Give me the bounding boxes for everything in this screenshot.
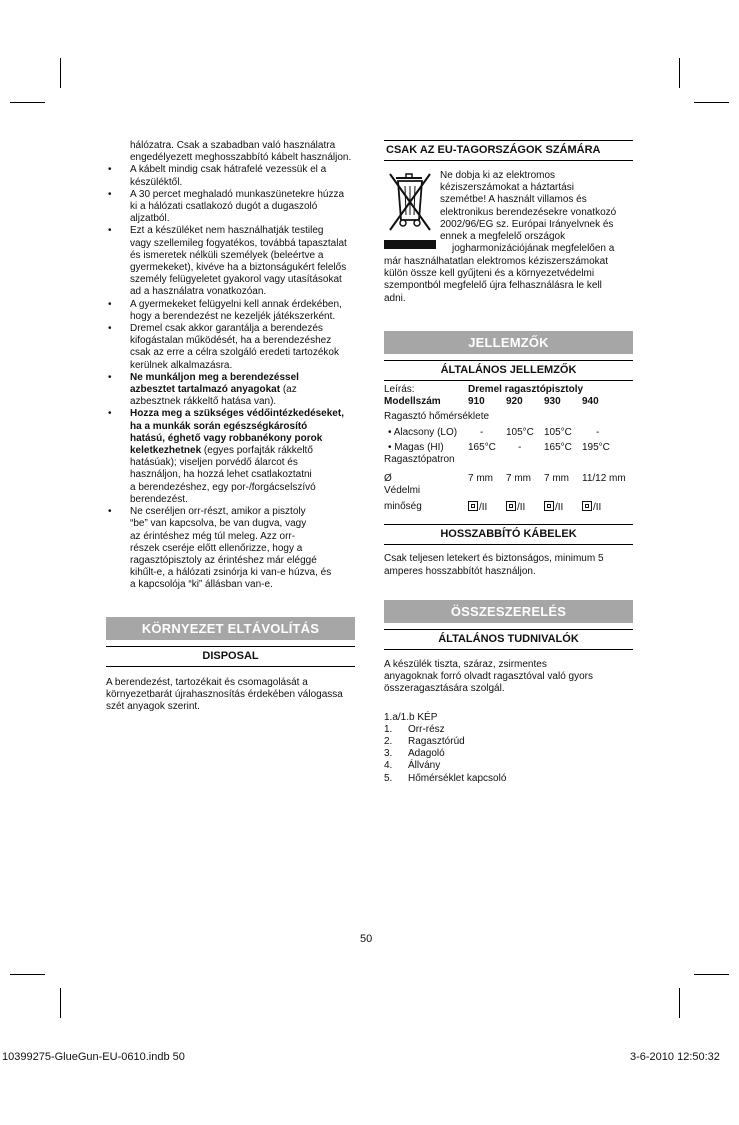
general-info-heading: ÁLTALÁNOS TUDNIVALÓK — [384, 629, 633, 650]
crop-mark — [10, 974, 45, 975]
crop-mark — [694, 974, 729, 975]
general-info-text: A készülék tiszta, száraz, zsirmentes anyagoknak forró olvadt ragasztóval való gyors összeragasztására szolgál. — [384, 658, 594, 695]
intro-text: hálózatra. Csak a szabadban való használatra engedélyezett meghosszabbító kábelt használjon. — [130, 140, 352, 164]
footer-date-slug: 3-6-2010 12:50:32 — [630, 1051, 720, 1063]
spec-row-cartridge: Ragasztópatron — [384, 454, 455, 466]
eu-heading: CSAK AZ EU-TAGORSZÁGOK SZÁMÁRA — [384, 140, 633, 161]
double-insulation-icon — [506, 501, 516, 511]
disposal-heading: DISPOSAL — [106, 646, 355, 667]
crop-mark — [60, 988, 61, 1018]
footer-file-slug: 10399275-GlueGun-EU-0610.indb 50 — [2, 1051, 185, 1063]
double-insulation-icon — [582, 501, 592, 511]
spec-row-low: • Alacsony (LO) - 105°C 105°C - — [388, 426, 600, 438]
extension-cables-text: Csak teljesen letekert és biztonságos, minimum 5 amperes hosszabbítót használjon. — [384, 553, 604, 577]
weee-text: már használhatatlan elektromos kéziszerszámokat külön össze kell gyűjteni és a környezetvédelmi szempontból megfelelő újra felhasználásra le kell adni. — [384, 256, 608, 304]
safety-bullet: • Ezt a készüléket nem használhatják testileg vagy szellemileg fogyatékos, továbbá tapasztalat és ismeretek nélküli személyek (beleértve a gyermekeket), kivéve ha a biztonságukért felelős személy felügyeletet gyakorol vagy utasításokat ad a használatra vonatkozóan. — [106, 225, 355, 298]
spec-row-temp-label: Ragasztó hőmérséklete — [384, 411, 490, 423]
general-features-heading: ÁLTALÁNOS JELLEMZŐK — [384, 360, 633, 381]
right-column — [384, 140, 633, 785]
safety-bullet: • Ne cseréljen orr-részt, amikor a pisztoly “be” van kapcsolva, be van dugva, vagy az érintéshez még túl meleg. Azz orr- részek cseréje előtt ellenőrizze, hogy a ragasztópisztoly az érintéshez már eléggé kihűlt-e, a hálózati zsinórja ki van-e húzva, és a kapcsolója “ki” állásban van-e. — [106, 506, 355, 591]
safety-bullet: • Ne munkáljon meg a berendezéssel azbesztet tartalmazó anyagokat (az azbesztnek rákkeltő hatása van). — [106, 372, 355, 409]
parts-list-item: 5. Hőmérséklet kapcsoló — [384, 772, 507, 784]
safety-bullet: • Dremel csak akkor garantálja a berendezés kifogástalan működését, ha a berendezéshez csak az erre a célra szolgáló eredeti tartozékok kerülnek alkalmazásra. — [106, 323, 355, 372]
crossed-out-wheelie-bin-icon — [384, 170, 440, 256]
spec-row-protection: minőség /II /II /II /II — [384, 501, 602, 514]
parts-list-item: 3. Adagoló — [384, 748, 445, 760]
safety-bullet: • A gyermekeket felügyelni kell annak érdekében, hogy a berendezést ne kezeljék játékszerként. — [106, 299, 355, 323]
disposal-text: A berendezést, tartozékait és csomagolását a környezetbarát újrahasznosítás érdekében válogassa szét anyagok szerint. — [106, 676, 343, 712]
crop-mark — [694, 102, 729, 103]
crop-mark — [10, 102, 45, 103]
parts-list-item: 2. Ragasztórúd — [384, 735, 465, 747]
crop-mark — [679, 58, 680, 88]
spec-table — [384, 384, 633, 515]
weee-block — [384, 170, 633, 256]
figure-label: 1.a/1.b KÉP — [384, 711, 438, 723]
spec-row-description: Leírás: Dremel ragasztópisztoly — [384, 383, 584, 395]
parts-list-item: 4. Állvány — [384, 760, 441, 772]
safety-bullet: • A 30 percet meghaladó munkaszünetekre húzza ki a hálózati csatlakozó dugót a dugaszoló aljzatból. — [106, 189, 355, 226]
crop-mark — [679, 988, 680, 1018]
features-heading: JELLEMZŐK — [384, 331, 633, 354]
assembly-heading: ÖSSZESZERELÉS — [384, 600, 633, 623]
spec-row-model: Modellszám 910 920 930 940 — [384, 396, 599, 408]
environment-heading: KÖRNYEZET ELTÁVOLÍTÁS — [106, 617, 355, 640]
spec-row-high: • Magas (HI) 165°C - 165°C 195°C — [388, 442, 610, 453]
safety-bullet-list — [106, 164, 355, 591]
spec-row-diameter: Ø 7 mm 7 mm 7 mm 11/12 mm — [384, 472, 626, 484]
weee-side-text: Ne dobja ki az elektromos kéziszerszámokat a háztartási szemétbe! A használt villamos és elektronikus berendezésekre vonatkozó 2002/96/EG sz. Európai Irányelvnek és ennek a megfelelő országok jogharmonizációjának megfelelően a — [440, 170, 617, 255]
safety-bullet: • A kábelt mindig csak hátrafelé vezessük el a készüléktől. — [106, 164, 355, 188]
crop-mark — [60, 58, 61, 88]
parts-list — [384, 724, 633, 785]
double-insulation-icon — [468, 501, 478, 511]
left-column — [106, 140, 355, 713]
extension-cables-heading: HOSSZABBÍTÓ KÁBELEK — [384, 524, 633, 545]
spec-row-protection-label: Védelmi — [384, 484, 421, 496]
page-number: 50 — [360, 933, 373, 945]
parts-list-item: 1. Orr-rész — [384, 723, 445, 735]
safety-bullet: • Hozza meg a szükséges védőintézkedéseket, ha a munkák során egészségkárosító hatású, éghető vagy robbanékony porok keletkezhetnek (egyes porfajták rákkeltő hatásúak); viseljen porvédő álarcot és használjon, ha hozzá lehet csatlakoztatni a berendezéshez, egy por-/forgácselszívó berendezést. — [106, 408, 355, 506]
double-insulation-icon — [544, 501, 554, 511]
